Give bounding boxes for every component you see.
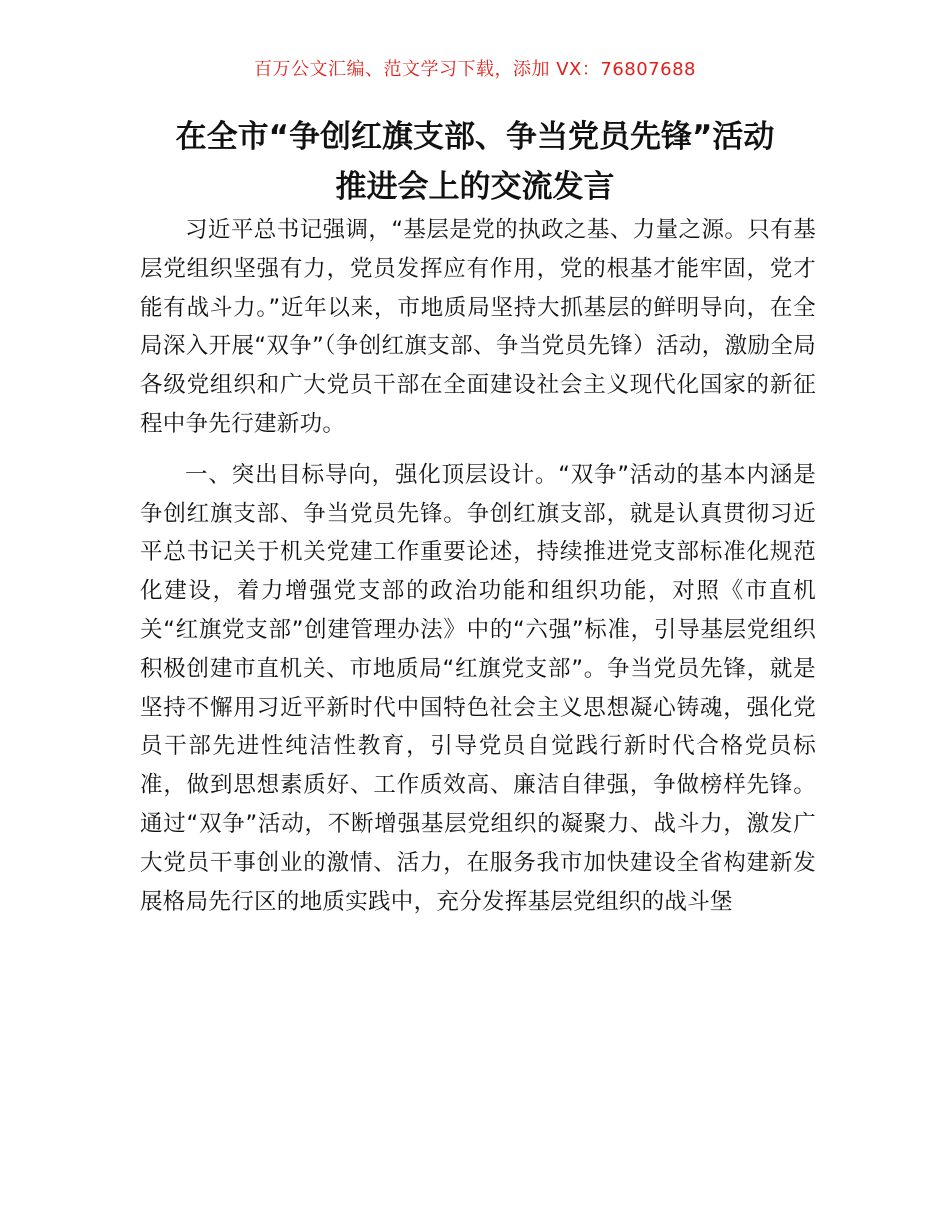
paragraph-intro: 习近平总书记强调，“基层是党的执政之基、力量之源。只有基层党组织坚强有力，党员发挥应有作用，党的根基才能牢固，党才能有战斗力。”近年以来，市地质局坚持大抓基层的鲜明导向，在全局深入开展“双争”（争创红旗支部、争当党员先锋）活动，激励全局各级党组织和广大党员干部在全面建设社会主义现代化国家的新征程中争先行建新功。 xyxy=(140,217,816,437)
document-title xyxy=(0,112,950,212)
paragraph-section-one: 一、突出目标导向，强化顶层设计。“双争”活动的基本内涵是争创红旗支部、争当党员先锋。争创红旗支部，就是认真贯彻习近平总书记关于机关党建工作重要论述，持续推进党支部标准化规范化建设，着力增强党支部的政治功能和组织功能，对照《市直机关“红旗党支部”创建管理办法》中的“六强”标准，引导基层党组织积极创建市直机关、市地质局“红旗党支部”。争当党员先锋，就是坚持不懈用习近平新时代中国特色社会主义思想凝心铸魂，强化党员干部先进性纯洁性教育，引导党员自觉践行新时代合格党员标准，做到思想素质好、工作质效高、廉洁自律强，争做榜样先锋。通过“双争”活动，不断增强基层党组织的凝聚力、战斗力，激发广大党员干事创业的激情、活力，在服务我市加快建设全省构建新发展格局先行区的地质实践中，充分发挥基层党组织的战斗堡 xyxy=(140,461,816,915)
header-note: 百万公文汇编、范文学习下载，添加 VX：76807688 xyxy=(254,59,696,80)
title-line-2: 推进会上的交流发言 xyxy=(335,169,615,205)
document-body xyxy=(140,211,816,921)
title-line-1: 在全市“争创红旗支部、争当党员先锋”活动 xyxy=(175,119,775,155)
